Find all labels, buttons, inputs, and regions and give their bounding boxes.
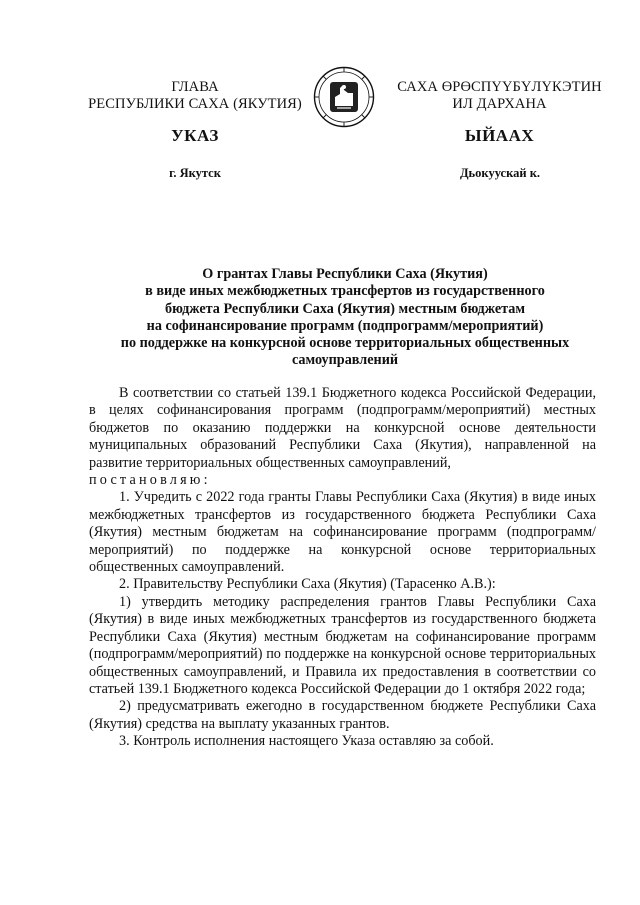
header-left bbox=[80, 79, 310, 113]
coat-of-arms-icon bbox=[313, 66, 375, 128]
title-line: по поддержке на конкурсной основе территориальных общественных bbox=[120, 335, 570, 352]
decree-title bbox=[80, 266, 610, 370]
item-2-2-paragraph: 2) предусматривать ежегодно в государственном бюджете Республики Саха (Якутия) средства на выплату указанных грантов. bbox=[89, 698, 596, 732]
decree-label-sah: ЫЙААХ bbox=[464, 126, 535, 145]
city-ru: г. Якутск bbox=[169, 166, 221, 180]
title-line: на софинансирование программ (подпрограмм/мероприятий) bbox=[146, 317, 544, 334]
header-right-line2: ИЛ ДАРХАНА bbox=[452, 96, 547, 112]
city-sah: Дьокуускай к. bbox=[459, 166, 541, 180]
header-left-line1: ГЛАВА bbox=[171, 79, 219, 95]
item-1-paragraph: 1. Учредить с 2022 года гранты Главы Республики Саха (Якутия) в виде иных межбюджетных трансфертов из государственного бюджета Республики Саха (Якутия) местным бюджетам на софинансирование программ (подпрограмм/мероприятий) по поддержке на конкурсной основе территориальных общественных самоуправлений. bbox=[89, 489, 596, 576]
item-2-paragraph: 2. Правительству Республики Саха (Якутия) (Тарасенко А.В.): bbox=[119, 576, 496, 593]
title-line: в виде иных межбюджетных трансфертов из государственного bbox=[145, 283, 545, 300]
decree-body bbox=[89, 385, 596, 751]
preamble-paragraph: В соответствии со статьей 139.1 Бюджетного кодекса Российской Федерации, в целях софинансирования программ (подпрограмм/мероприятий) местных бюджетов по оказанию поддержки на конкурсной основе деятельности муниципальных образований Республики Саха (Якутия), направленной на развитие территориальных общественных самоуправлений, bbox=[89, 385, 596, 471]
title-line: бюджета Республики Саха (Якутия) местным бюджетам bbox=[164, 300, 526, 317]
decree-label-ru: УКАЗ bbox=[171, 126, 219, 145]
header-left-line2: РЕСПУБЛИКИ САХА (ЯКУТИЯ) bbox=[88, 96, 302, 112]
header-right-line1: САХА ӨРӨСПҮҮБҮЛҮКЭТИН bbox=[397, 79, 602, 95]
item-2-1-paragraph: 1) утвердить методику распределения грантов Главы Республики Саха (Якутия) в виде иных межбюджетных трансфертов из государственного бюджета Республики Саха (Якутия) местным бюджетам на софинансирование программ (подпрограмм/мероприятий) по поддержке на конкурсной основе территориальных общественных самоуправлений, и Правила их предоставления в соответствии со статьей 139.1 Бюджетного кодекса Российской Федерации до 1 октября 2022 года; bbox=[89, 593, 596, 697]
item-3-paragraph: 3. Контроль исполнения настоящего Указа оставляю за собой. bbox=[119, 733, 494, 750]
postanovlyayu-word: постановляю: bbox=[89, 472, 211, 489]
title-line: самоуправлений bbox=[291, 352, 399, 369]
header-right bbox=[392, 79, 607, 113]
title-line: О грантах Главы Республики Саха (Якутия) bbox=[202, 266, 488, 282]
